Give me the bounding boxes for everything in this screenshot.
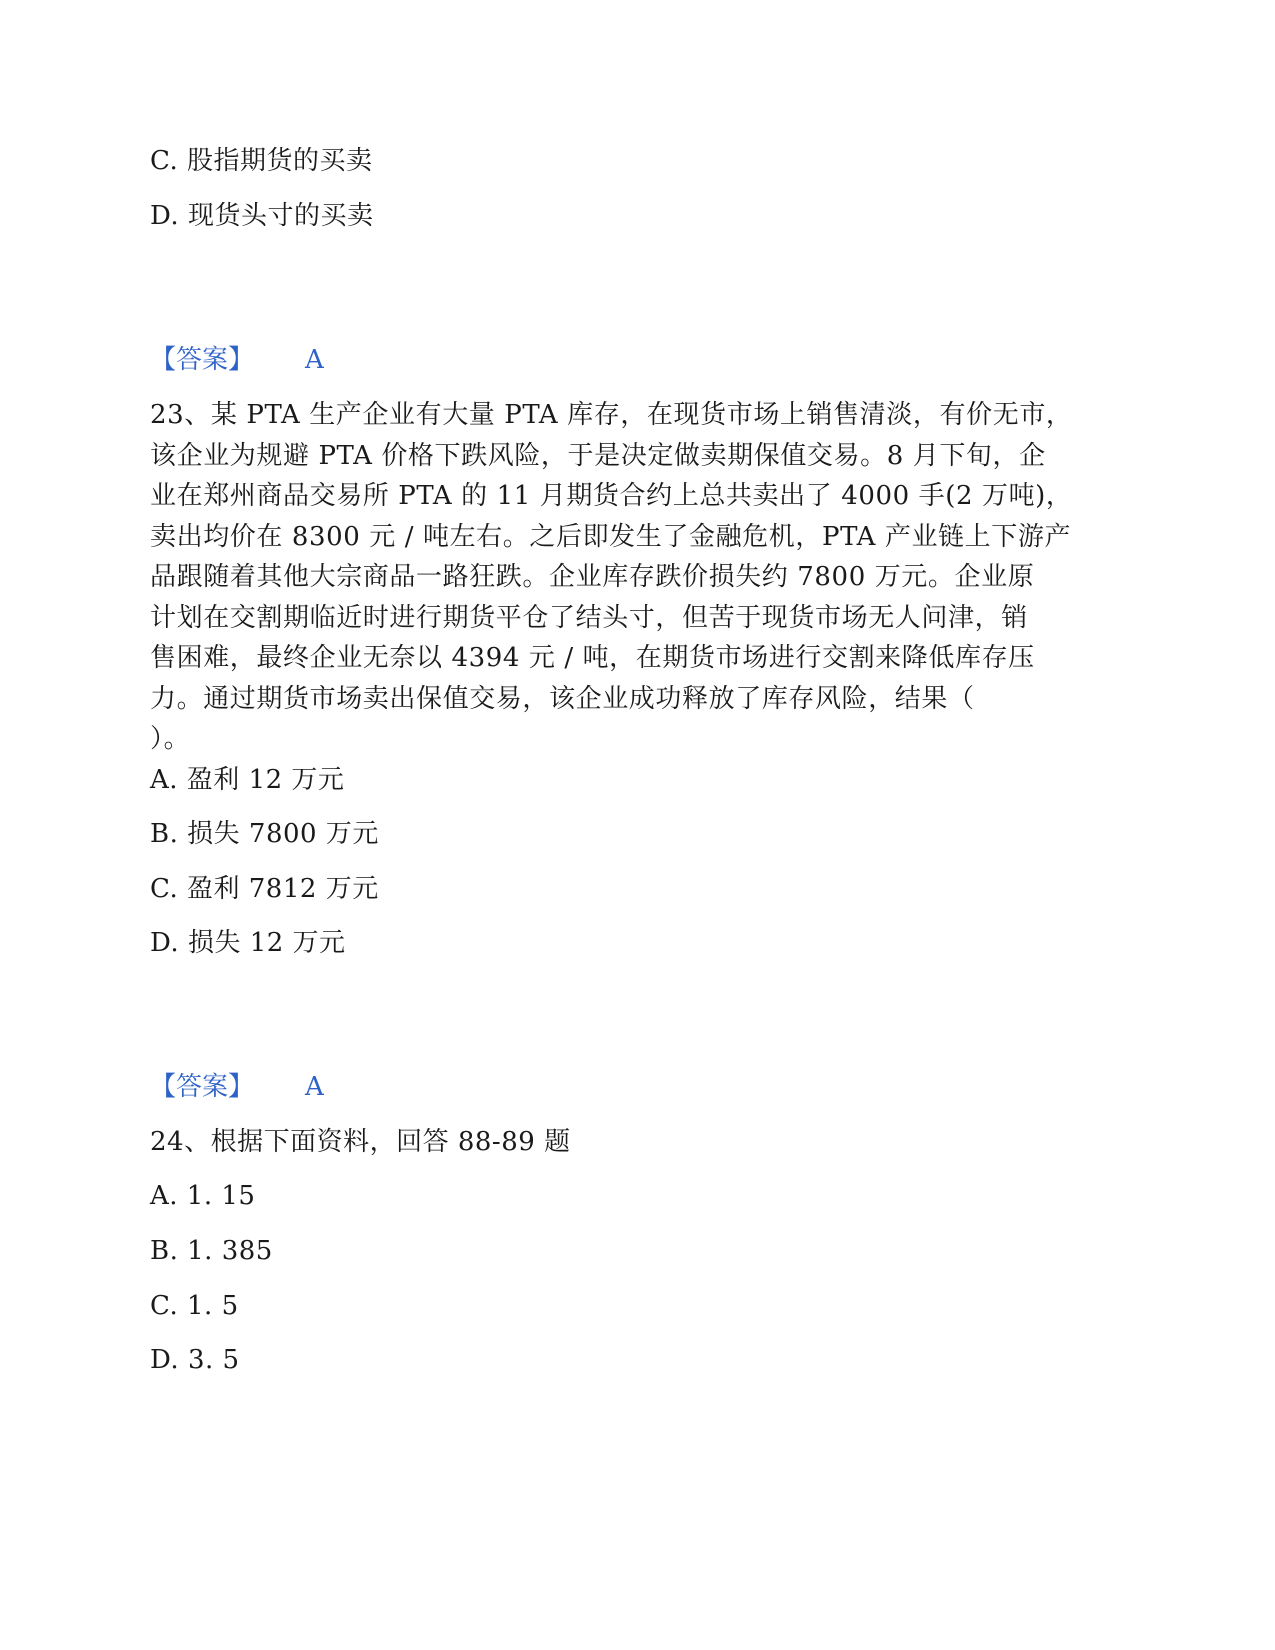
q23-option-a: A. 盈利 12 万元 [150, 765, 345, 795]
answer-row-2 [150, 1067, 324, 1107]
answer-row-1 [150, 340, 324, 380]
q24-option-a: A. 1. 15 [150, 1181, 256, 1211]
q23-option-d: D. 损失 12 万元 [150, 928, 346, 958]
q24-option-c: C. 1. 5 [150, 1291, 239, 1321]
q23-stem-line: 品跟随着其他大宗商品一路狂跌。企业库存跌价损失约 7800 万元。企业原 [150, 562, 1035, 592]
q23-stem-line: 售困难，最终企业无奈以 4394 元 / 吨，在期货市场进行交割来降低库存压 [150, 643, 1035, 673]
q23-stem-line: 计划在交割期临近时进行期货平仓了结头寸，但苦于现货市场无人问津，销 [150, 602, 1028, 633]
q24-stem: 24、根据下面资料，回答 88-89 题 [150, 1127, 571, 1157]
q24-option-d: D. 3. 5 [150, 1345, 240, 1375]
q22-option-d: D. 现货头寸的买卖 [150, 201, 374, 231]
answer-label: 【答案】 [150, 1072, 255, 1102]
answer-value: A [305, 1072, 324, 1102]
answer-label: 【答案】 [150, 345, 255, 375]
q23-stem-line: 卖出均价在 8300 元 / 吨左右。之后即发生了金融危机，PTA 产业链上下游产 [150, 521, 1072, 552]
q23-stem-line: 力。通过期货市场卖出保值交易，该企业成功释放了库存风险，结果（ [150, 683, 975, 714]
q23-stem-line: ）。 [150, 724, 191, 754]
q23-option-c: C. 盈利 7812 万元 [150, 874, 379, 904]
q23-option-b: B. 损失 7800 万元 [150, 819, 379, 849]
answer-value: A [305, 345, 324, 375]
q23-stem [150, 395, 1110, 760]
q24-option-b: B. 1. 385 [150, 1236, 273, 1266]
q23-stem-line: 业在郑州商品交易所 PTA 的 11 月期货合约上总共卖出了 4000 手(2 万吨)， [150, 481, 1073, 511]
q23-stem-line: 23、某 PTA 生产企业有大量 PTA 库存，在现货市场上销售清淡，有价无市， [150, 400, 1073, 430]
q23-stem-line: 该企业为规避 PTA 价格下跌风险，于是决定做卖期保值交易。8 月下旬，企 [150, 440, 1046, 471]
q22-option-c: C. 股指期货的买卖 [150, 146, 373, 176]
